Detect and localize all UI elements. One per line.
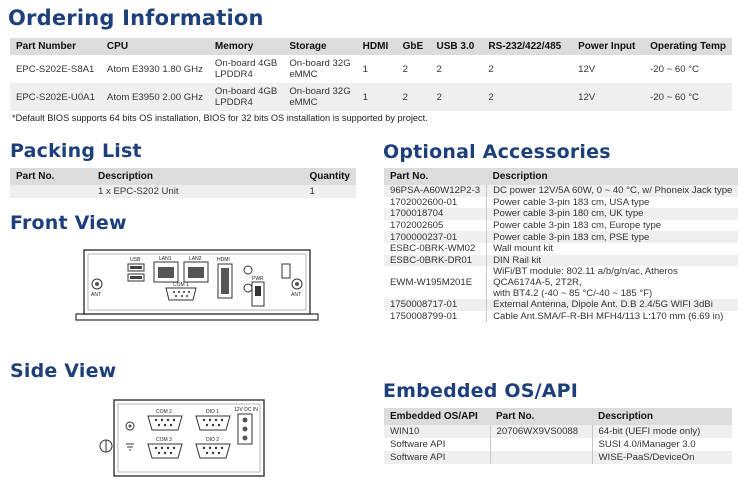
cell-desc xyxy=(487,208,739,220)
cell-os: Software API xyxy=(384,451,490,464)
table-row xyxy=(384,299,738,311)
col-description: Description xyxy=(487,168,739,185)
table-row xyxy=(384,185,738,197)
table-row xyxy=(384,197,738,209)
cell-desc xyxy=(487,231,739,243)
table-row xyxy=(384,266,738,299)
cell-storage xyxy=(283,55,356,83)
cell-hdmi: 1 xyxy=(357,83,397,111)
accessories-header-row xyxy=(384,168,738,185)
table-row xyxy=(384,311,738,323)
cell-part: 1700000237-01 xyxy=(384,231,487,243)
packing-title: Packing List xyxy=(10,140,142,162)
front-view-title: Front View xyxy=(10,212,127,234)
cell-desc xyxy=(487,220,739,232)
desc-line: External Antenna, Dipole Ant. D.B 2.4/5G WIFI 3dBi xyxy=(493,299,713,311)
cell-temp: -20 ~ 60 °C xyxy=(644,83,732,111)
cell-part xyxy=(490,438,592,451)
cell-part: 96PSA-A60W12P2-3 xyxy=(384,185,487,197)
os-header-row xyxy=(384,408,732,425)
cell-os: Software API xyxy=(384,438,490,451)
packing-table xyxy=(10,168,356,198)
cell-desc xyxy=(487,185,739,197)
desc-line: QCA6174A-5, 2T2R, xyxy=(493,277,582,289)
desc-line: DIN Rail kit xyxy=(493,254,542,266)
col-gbe: GbE xyxy=(397,38,431,55)
cell-part: EWM-W195M201E xyxy=(384,266,487,299)
cell-rs: 2 xyxy=(482,83,572,111)
col-memory: Memory xyxy=(209,38,283,55)
desc-line: Cable Ant.SMA/F-R-BH MFH4/113 L:170 mm (6.69 in) xyxy=(493,311,724,323)
cell-desc xyxy=(487,299,739,311)
cell-gbe: 2 xyxy=(397,83,431,111)
cell-cpu: Atom E3930 1.80 GHz xyxy=(106,63,203,75)
table-row xyxy=(10,55,732,83)
col-temp: Operating Temp xyxy=(644,38,732,55)
cell-part: 1750008799-01 xyxy=(384,311,487,323)
table-row xyxy=(384,255,738,267)
cell-part: EPC-S202E-S8A1 xyxy=(16,63,95,75)
cell-part xyxy=(490,451,592,464)
dc-in-label: 12V DC IN xyxy=(234,407,258,413)
col-part-number: Part Number xyxy=(10,38,101,55)
desc-line: Power cable 3-pin 180 cm, UK type xyxy=(493,208,644,220)
pwr-label: PWR xyxy=(252,276,264,282)
cell-memory xyxy=(209,83,283,111)
col-description: Description xyxy=(92,168,303,185)
storage-line: eMMC xyxy=(289,97,318,108)
os-table xyxy=(384,408,732,464)
cell-rs: 2 xyxy=(488,63,494,75)
accessories-title: Optional Accessories xyxy=(383,141,611,163)
dio2-label: DIO 2 xyxy=(206,437,220,443)
col-os: Embedded OS/API xyxy=(384,408,490,425)
ordering-title: Ordering Information xyxy=(8,6,264,30)
ordering-header-row xyxy=(10,38,732,55)
cell-power: 12V xyxy=(578,63,596,75)
cell-desc: SUSI 4.0/iManager 3.0 xyxy=(598,439,696,450)
memory-line: On-board 4GB xyxy=(214,58,278,69)
cell-desc xyxy=(487,255,739,267)
table-row xyxy=(10,83,732,111)
side-view-title: Side View xyxy=(10,360,117,382)
table-row xyxy=(384,451,732,464)
lan1-label: LAN1 xyxy=(159,256,172,262)
col-cpu: CPU xyxy=(101,38,209,55)
col-power: Power Input xyxy=(572,38,644,55)
cell-usb: 2 xyxy=(436,63,442,75)
cell-desc xyxy=(487,243,739,255)
table-row xyxy=(384,220,738,232)
cell-cpu: Atom E3950 2.00 GHz xyxy=(101,83,209,111)
desc-line: with BT4.2 (-40 ~ 85 °C/-40 ~ 185 °F) xyxy=(493,288,653,300)
cell-part: 20706WX9VS0088 xyxy=(490,425,592,438)
cell-storage xyxy=(283,83,356,111)
col-description: Description xyxy=(592,408,732,425)
table-row xyxy=(10,185,356,198)
desc-line: WiFi/BT module: 802.11 a/b/g/n/ac, Atheros xyxy=(493,266,678,278)
cell-part: ESBC-0BRK-DR01 xyxy=(384,255,487,267)
storage-line: On-board 32G xyxy=(289,86,351,97)
cell-part: 1702002600-01 xyxy=(384,197,487,209)
desc-line: Power cable 3-pin 183 cm, Europe type xyxy=(493,220,662,232)
storage-line: eMMC xyxy=(289,69,318,80)
packing-header-row xyxy=(10,168,356,185)
desc-line: Power cable 3-pin 183 cm, PSE type xyxy=(493,231,650,243)
ant-left-label: ANT xyxy=(91,292,101,298)
cell-part: ESBC-0BRK-WM02 xyxy=(384,243,487,255)
cell-gbe: 2 xyxy=(402,63,408,75)
table-row xyxy=(384,231,738,243)
cell-hdmi: 1 xyxy=(362,63,369,75)
com1-label: COM 1 xyxy=(173,282,189,288)
desc-line: Wall mount kit xyxy=(493,243,554,255)
storage-line: On-board 32G xyxy=(289,58,351,69)
cell-part: 1700018704 xyxy=(384,208,487,220)
ant-right-label: ANT xyxy=(291,292,301,298)
side-view-drawing xyxy=(96,398,276,483)
col-part-no: Part No. xyxy=(10,168,92,185)
cell-desc: 1 x EPC-S202 Unit xyxy=(92,185,303,198)
cell-desc xyxy=(487,197,739,209)
col-quantity: Quantity xyxy=(303,168,356,185)
com2-label: COM 2 xyxy=(156,409,172,415)
cell-temp: -20 ~ 60 °C xyxy=(650,63,699,75)
table-row xyxy=(384,438,732,451)
col-rs: RS-232/422/485 xyxy=(482,38,572,55)
table-row xyxy=(384,208,738,220)
cell-desc xyxy=(487,266,739,299)
col-hdmi: HDMI xyxy=(357,38,397,55)
table-row xyxy=(384,243,738,255)
col-storage: Storage xyxy=(283,38,356,55)
cell-power: 12V xyxy=(572,83,644,111)
dio1-label: DIO 1 xyxy=(206,409,220,415)
desc-line: DC power 12V/5A 60W, 0 ~ 40 °C, w/ Phoneix Jack type xyxy=(493,185,733,197)
cell-usb: 2 xyxy=(430,83,482,111)
com3-label: COM 3 xyxy=(156,437,172,443)
col-part-no: Part No. xyxy=(384,168,487,185)
cell-part: 1750008717-01 xyxy=(384,299,487,311)
cell-part: 1702002605 xyxy=(384,220,487,232)
desc-line: Power cable 3-pin 183 cm, USA type xyxy=(493,196,650,208)
os-title: Embedded OS/API xyxy=(383,380,579,402)
memory-line: LPDDR4 xyxy=(214,97,253,108)
cell-part: EPC-S202E-U0A1 xyxy=(10,83,101,111)
accessories-table xyxy=(384,168,738,322)
bios-note: *Default BIOS supports 64 bits OS installation, BIOS for 32 bits OS installation is supported by project. xyxy=(12,113,428,123)
memory-line: LPDDR4 xyxy=(214,69,253,80)
table-row xyxy=(384,425,732,438)
cell-desc: WISE-PaaS/DeviceOn xyxy=(592,451,732,464)
cell-desc: 64-bit (UEFI mode only) xyxy=(592,425,732,438)
memory-line: On-board 4GB xyxy=(214,86,278,97)
front-view-drawing xyxy=(72,242,322,332)
ordering-table xyxy=(10,38,732,111)
cell-part xyxy=(10,185,92,198)
hdmi-label: HDMI xyxy=(217,257,230,263)
col-usb: USB 3.0 xyxy=(430,38,482,55)
col-part-no: Part No. xyxy=(490,408,592,425)
cell-memory xyxy=(209,55,283,83)
lan2-label: LAN2 xyxy=(189,256,202,262)
cell-os: WIN10 xyxy=(384,425,490,438)
cell-desc xyxy=(487,311,739,323)
usb-label: USB xyxy=(130,257,141,263)
cell-qty: 1 xyxy=(303,185,356,198)
